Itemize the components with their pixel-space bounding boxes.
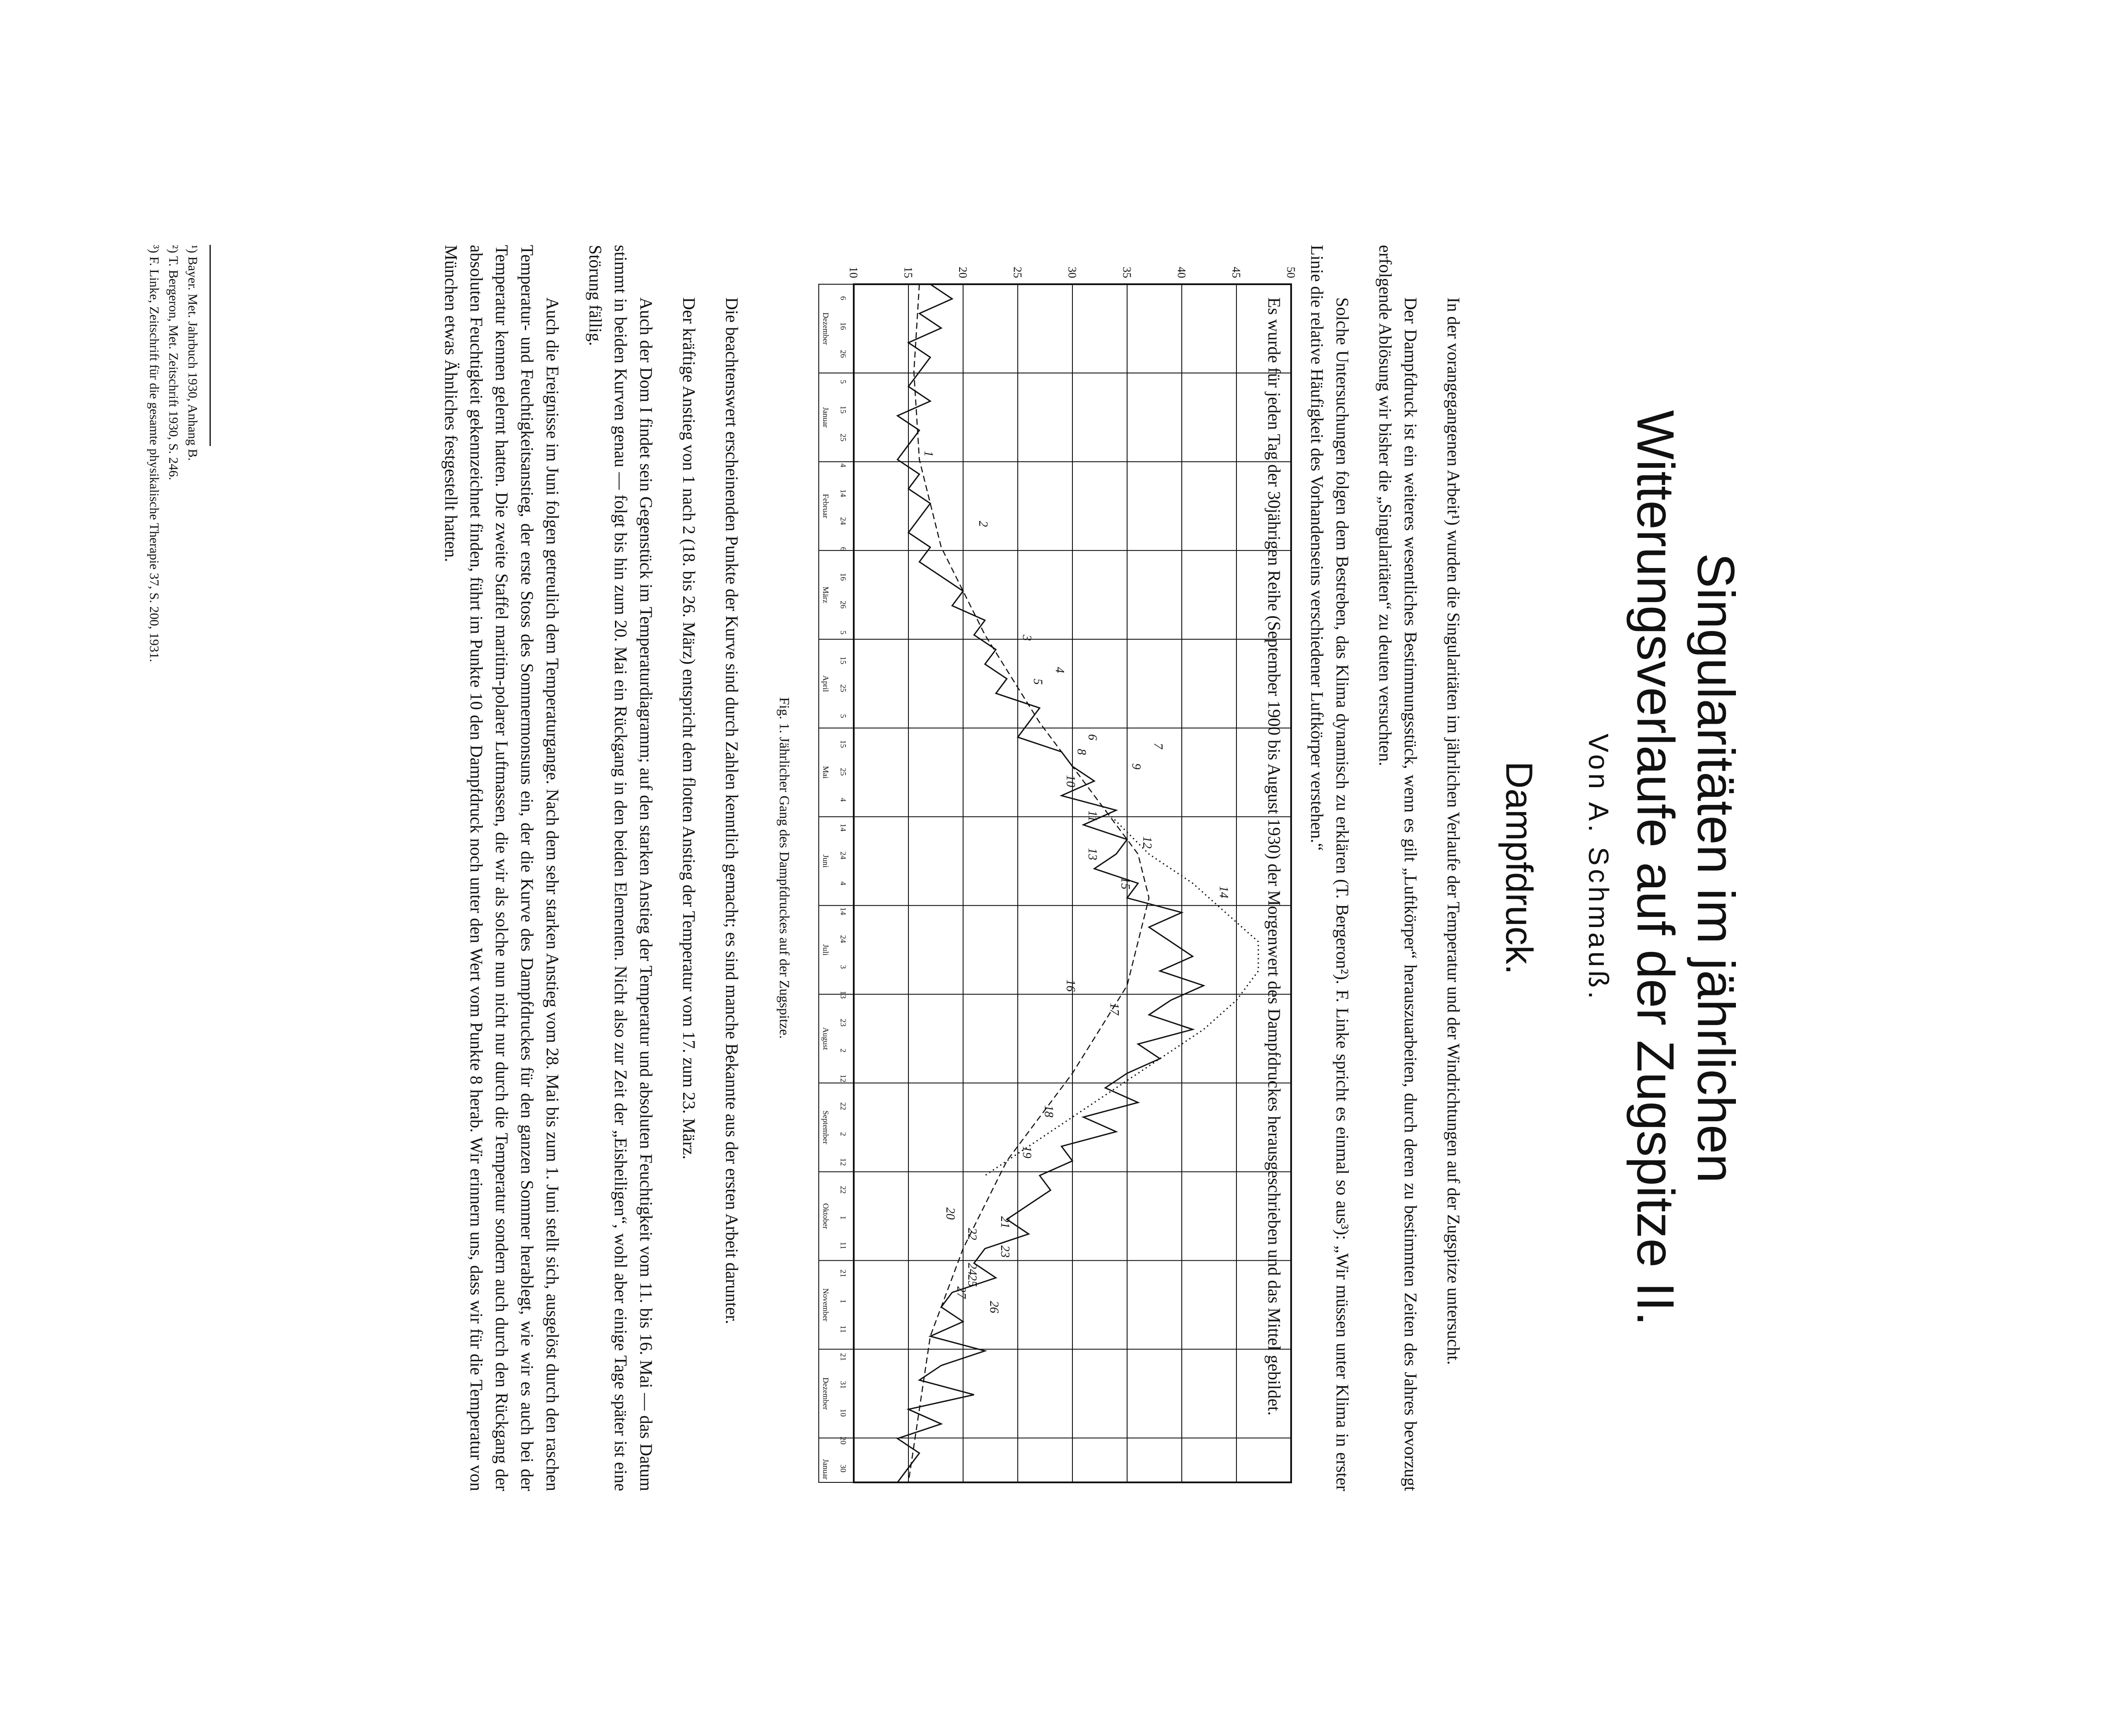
month-label: September bbox=[821, 1110, 830, 1144]
point-annotation: 26 bbox=[987, 1301, 1001, 1314]
day-tick-label: 15 bbox=[839, 740, 848, 748]
article-title bbox=[1625, 184, 1746, 1552]
point-annotation: 20 bbox=[943, 1207, 957, 1220]
body-text bbox=[421, 245, 762, 1491]
point-annotation: 11 bbox=[1086, 810, 1099, 822]
month-label: Oktober bbox=[821, 1203, 830, 1229]
point-annotation: 4 bbox=[1053, 667, 1066, 673]
vapor-pressure-chart bbox=[797, 245, 1304, 1491]
point-annotation: 7 bbox=[1151, 743, 1165, 749]
day-tick-label: 11 bbox=[839, 1325, 848, 1333]
point-annotation: 25 bbox=[965, 1274, 979, 1287]
point-annotation: 9 bbox=[1129, 763, 1143, 770]
month-label: Juli bbox=[821, 944, 830, 956]
day-tick-label: 23 bbox=[839, 1018, 848, 1027]
day-tick-label: 15 bbox=[839, 656, 848, 665]
day-tick-label: 2 bbox=[839, 1048, 848, 1053]
y-tick-label: 15 bbox=[902, 267, 915, 278]
body-paragraph-3: Auch der Dom I findet sein Gegenstück im Temperaturdiagramm; auf den starken Anstieg der Temperatur und absoluten Feuchtigkeit vom 11. bis 16. Mai — das Datum stimmt in beiden Kurven genau — folgt bis hin zum 20. Mai ein Rückgang in den beiden Elementen. Nicht also zur Zeit der „Eisheiligen“, wohl aber einige Tage später ist eine Störung fällig. bbox=[586, 245, 656, 1491]
intro-paragraph-4: Es wurde für jeden Tag der 30jährigen Reihe (September 1900 bis August 1930) der Morgenwert des Dampfdruckes herausgeschrieben und das Mittel gebildet. bbox=[1264, 297, 1284, 1416]
day-tick-label: 3 bbox=[839, 965, 848, 969]
y-tick-label: 25 bbox=[1011, 267, 1024, 278]
point-annotation: 18 bbox=[1042, 1105, 1055, 1118]
day-tick-label: 4 bbox=[839, 881, 848, 885]
day-tick-label: 22 bbox=[839, 1185, 848, 1194]
body-paragraph-2: Der kräftige Anstieg von 1 nach 2 (18. bis 26. März) entspricht dem flotten Anstieg der Temperatur vom 17. zum 23. März. bbox=[679, 297, 699, 1160]
day-tick-label: 5 bbox=[839, 380, 848, 384]
month-label: Januar bbox=[821, 1459, 830, 1480]
chart-svg bbox=[797, 245, 1304, 1491]
footnote-2: ²) T. Bergeron, Met. Zeitschrift 1930, S. 246. bbox=[166, 245, 181, 481]
y-tick-label: 40 bbox=[1175, 267, 1188, 278]
month-label: April bbox=[821, 675, 830, 692]
day-tick-label: 21 bbox=[839, 1269, 848, 1278]
day-tick-label: 11 bbox=[839, 1241, 848, 1250]
y-tick-label: 35 bbox=[1121, 267, 1133, 278]
day-tick-label: 15 bbox=[839, 405, 848, 414]
day-tick-label: 30 bbox=[839, 1464, 848, 1473]
month-label: Mai bbox=[821, 766, 830, 779]
point-annotation: 8 bbox=[1075, 749, 1088, 755]
day-tick-label: 20 bbox=[839, 1436, 848, 1445]
day-tick-label: 1 bbox=[839, 1299, 848, 1304]
body-paragraph-4: Auch die Ereignisse im Juni folgen getreulich dem Temperaturgange. Nach dem sehr starken Anstieg vom 28. Mai bis zum 1. Juni stellt sich, ausgelöst durch den raschen Temperatur- und Feuchtigkeitsanstieg, der erste Stoss des Sommermonsuns ein, der die Kurve des Dampfdruckes für den ganzen Sommer herablegt, wie wir es auch bei der Temperatur kennen gelernt hatten. Die zweite Staffel maritim-polarer Luftmassen, die wir als solche nun nicht nur durch die Temperatur sondern auch durch den Rückgang der absoluten Feuchtigkeit gekennzeichnet finden, führt im Punkte 10 den Dampfdruck noch unter den Wert vom Punkte 8 herab. Wir erinnern uns, dass wir für die Temperatur von München etwas Ähnliches festgestellt hatten. bbox=[441, 245, 562, 1491]
day-tick-label: 1 bbox=[839, 1216, 848, 1220]
footnotes bbox=[144, 245, 202, 1491]
day-tick-label: 10 bbox=[839, 1408, 848, 1417]
month-label: März bbox=[821, 586, 830, 603]
day-tick-label: 5 bbox=[839, 631, 848, 635]
day-tick-label: 14 bbox=[839, 907, 848, 915]
day-tick-label: 31 bbox=[839, 1380, 848, 1389]
point-annotation: 5 bbox=[1031, 678, 1044, 685]
point-annotation: 2 bbox=[976, 521, 990, 527]
y-tick-label: 10 bbox=[847, 267, 860, 278]
day-tick-label: 12 bbox=[839, 1158, 848, 1166]
point-annotation: 15 bbox=[1118, 877, 1132, 889]
intro-paragraph-1: In der vorangegangenen Arbeit¹) wurden die Singularitäten im jährlichen Verlaufe der Temperatur und der Windrichtungen auf der Zugspitze untersucht. bbox=[1444, 297, 1463, 1365]
section-heading: Dampfdruck. bbox=[1498, 761, 1540, 975]
point-annotation: 16 bbox=[1064, 979, 1077, 992]
day-tick-label: 25 bbox=[839, 768, 848, 776]
author-byline: Von A. Schmauß. bbox=[1583, 733, 1614, 1003]
day-tick-label: 13 bbox=[839, 990, 848, 999]
day-tick-label: 22 bbox=[839, 1102, 848, 1110]
point-annotation: 1 bbox=[922, 450, 935, 457]
point-annotation: 23 bbox=[998, 1245, 1012, 1258]
body-paragraph-1: Die beachtenswert erscheinenden Punkte der Kurve sind durch Zahlen kenntlich gemacht; es sind manche Bekannte aus der ersten Arbeit darunter. bbox=[722, 297, 742, 1325]
day-tick-label: 26 bbox=[839, 600, 848, 609]
month-label: Januar bbox=[821, 407, 830, 428]
figure-caption: Fig. 1. Jährlicher Gang des Dampfdruckes auf der Zugspitze. bbox=[777, 697, 793, 1039]
day-tick-label: 5 bbox=[839, 714, 848, 718]
y-tick-label: 20 bbox=[957, 267, 969, 278]
intro-paragraph-3: Solche Untersuchungen folgen dem Bestreben, das Klima dynamisch zu erklären (T. Bergeron²). F. Linke spricht es einmal so aus³): „Wir müssen unter Klima in erster Linie die relative Häufigkeit des Vorhandenseins verschiedener Luftkörper verstehen.“ bbox=[1307, 245, 1352, 1491]
point-annotation: 13 bbox=[1086, 848, 1099, 861]
day-tick-label: 21 bbox=[839, 1353, 848, 1361]
month-label: November bbox=[821, 1288, 830, 1322]
point-annotation: 17 bbox=[1107, 1003, 1121, 1015]
footnote-3: ³) F. Linke, Zeitschrift für die gesamte physikalische Therapie 37, S. 200, 1931. bbox=[147, 245, 161, 662]
point-annotation: 14 bbox=[1217, 886, 1230, 899]
point-annotation: 3 bbox=[1020, 634, 1034, 641]
day-tick-label: 12 bbox=[839, 1074, 848, 1083]
day-tick-label: 6 bbox=[839, 296, 848, 300]
day-tick-label: 2 bbox=[839, 1132, 848, 1136]
month-label: August bbox=[821, 1027, 830, 1050]
point-annotation: 6 bbox=[1086, 734, 1099, 740]
day-tick-label: 25 bbox=[839, 433, 848, 442]
day-tick-label: 24 bbox=[839, 851, 848, 860]
day-tick-label: 14 bbox=[839, 489, 848, 497]
intro-paragraph-2: Der Dampfdruck ist ein weiteres wesentliches Bestimmungsstück, wenn es gilt „Luftkörper“ herauszuarbeiten, durch deren zu bestimmten Zeiten des Jahres bevorzugt erfolgende Ablösung wir bisher die „Singularitäten“ zu deuten versuchten. bbox=[1376, 245, 1421, 1491]
point-annotation: 10 bbox=[1064, 775, 1077, 788]
day-tick-label: 24 bbox=[839, 935, 848, 943]
point-annotation: 21 bbox=[998, 1216, 1012, 1229]
day-tick-label: 26 bbox=[839, 350, 848, 358]
point-annotation: 27 bbox=[954, 1286, 968, 1299]
footnote-1: ¹) Bayer. Met. Jahrbuch 1930, Anhang B. bbox=[185, 245, 200, 461]
day-tick-label: 25 bbox=[839, 684, 848, 692]
y-tick-label: 30 bbox=[1066, 267, 1079, 278]
day-tick-label: 4 bbox=[839, 463, 848, 467]
title-line-2: Witterungsverlaufe auf der Zugspitze II. bbox=[1626, 410, 1685, 1326]
series-line-dotted bbox=[985, 810, 1258, 1175]
point-annotation: 12 bbox=[1140, 836, 1154, 849]
y-tick-label: 45 bbox=[1230, 267, 1243, 278]
month-label: Dezember bbox=[821, 1377, 830, 1410]
footnote-rule bbox=[210, 245, 211, 446]
day-tick-label: 24 bbox=[839, 517, 848, 525]
month-label: Februar bbox=[821, 494, 830, 519]
day-tick-label: 6 bbox=[839, 547, 848, 551]
title-line-1: Singularitäten im jährlichen bbox=[1687, 553, 1745, 1183]
day-tick-label: 4 bbox=[839, 798, 848, 802]
point-annotation: 24 bbox=[965, 1263, 979, 1276]
month-label: Dezember bbox=[821, 312, 830, 345]
day-tick-label: 14 bbox=[839, 823, 848, 832]
day-tick-label: 16 bbox=[839, 573, 848, 581]
point-annotation: 22 bbox=[965, 1227, 979, 1240]
day-tick-label: 16 bbox=[839, 322, 848, 330]
y-tick-label: 50 bbox=[1285, 267, 1297, 278]
point-annotation: 19 bbox=[1020, 1146, 1034, 1158]
month-label: Juni bbox=[821, 854, 830, 868]
